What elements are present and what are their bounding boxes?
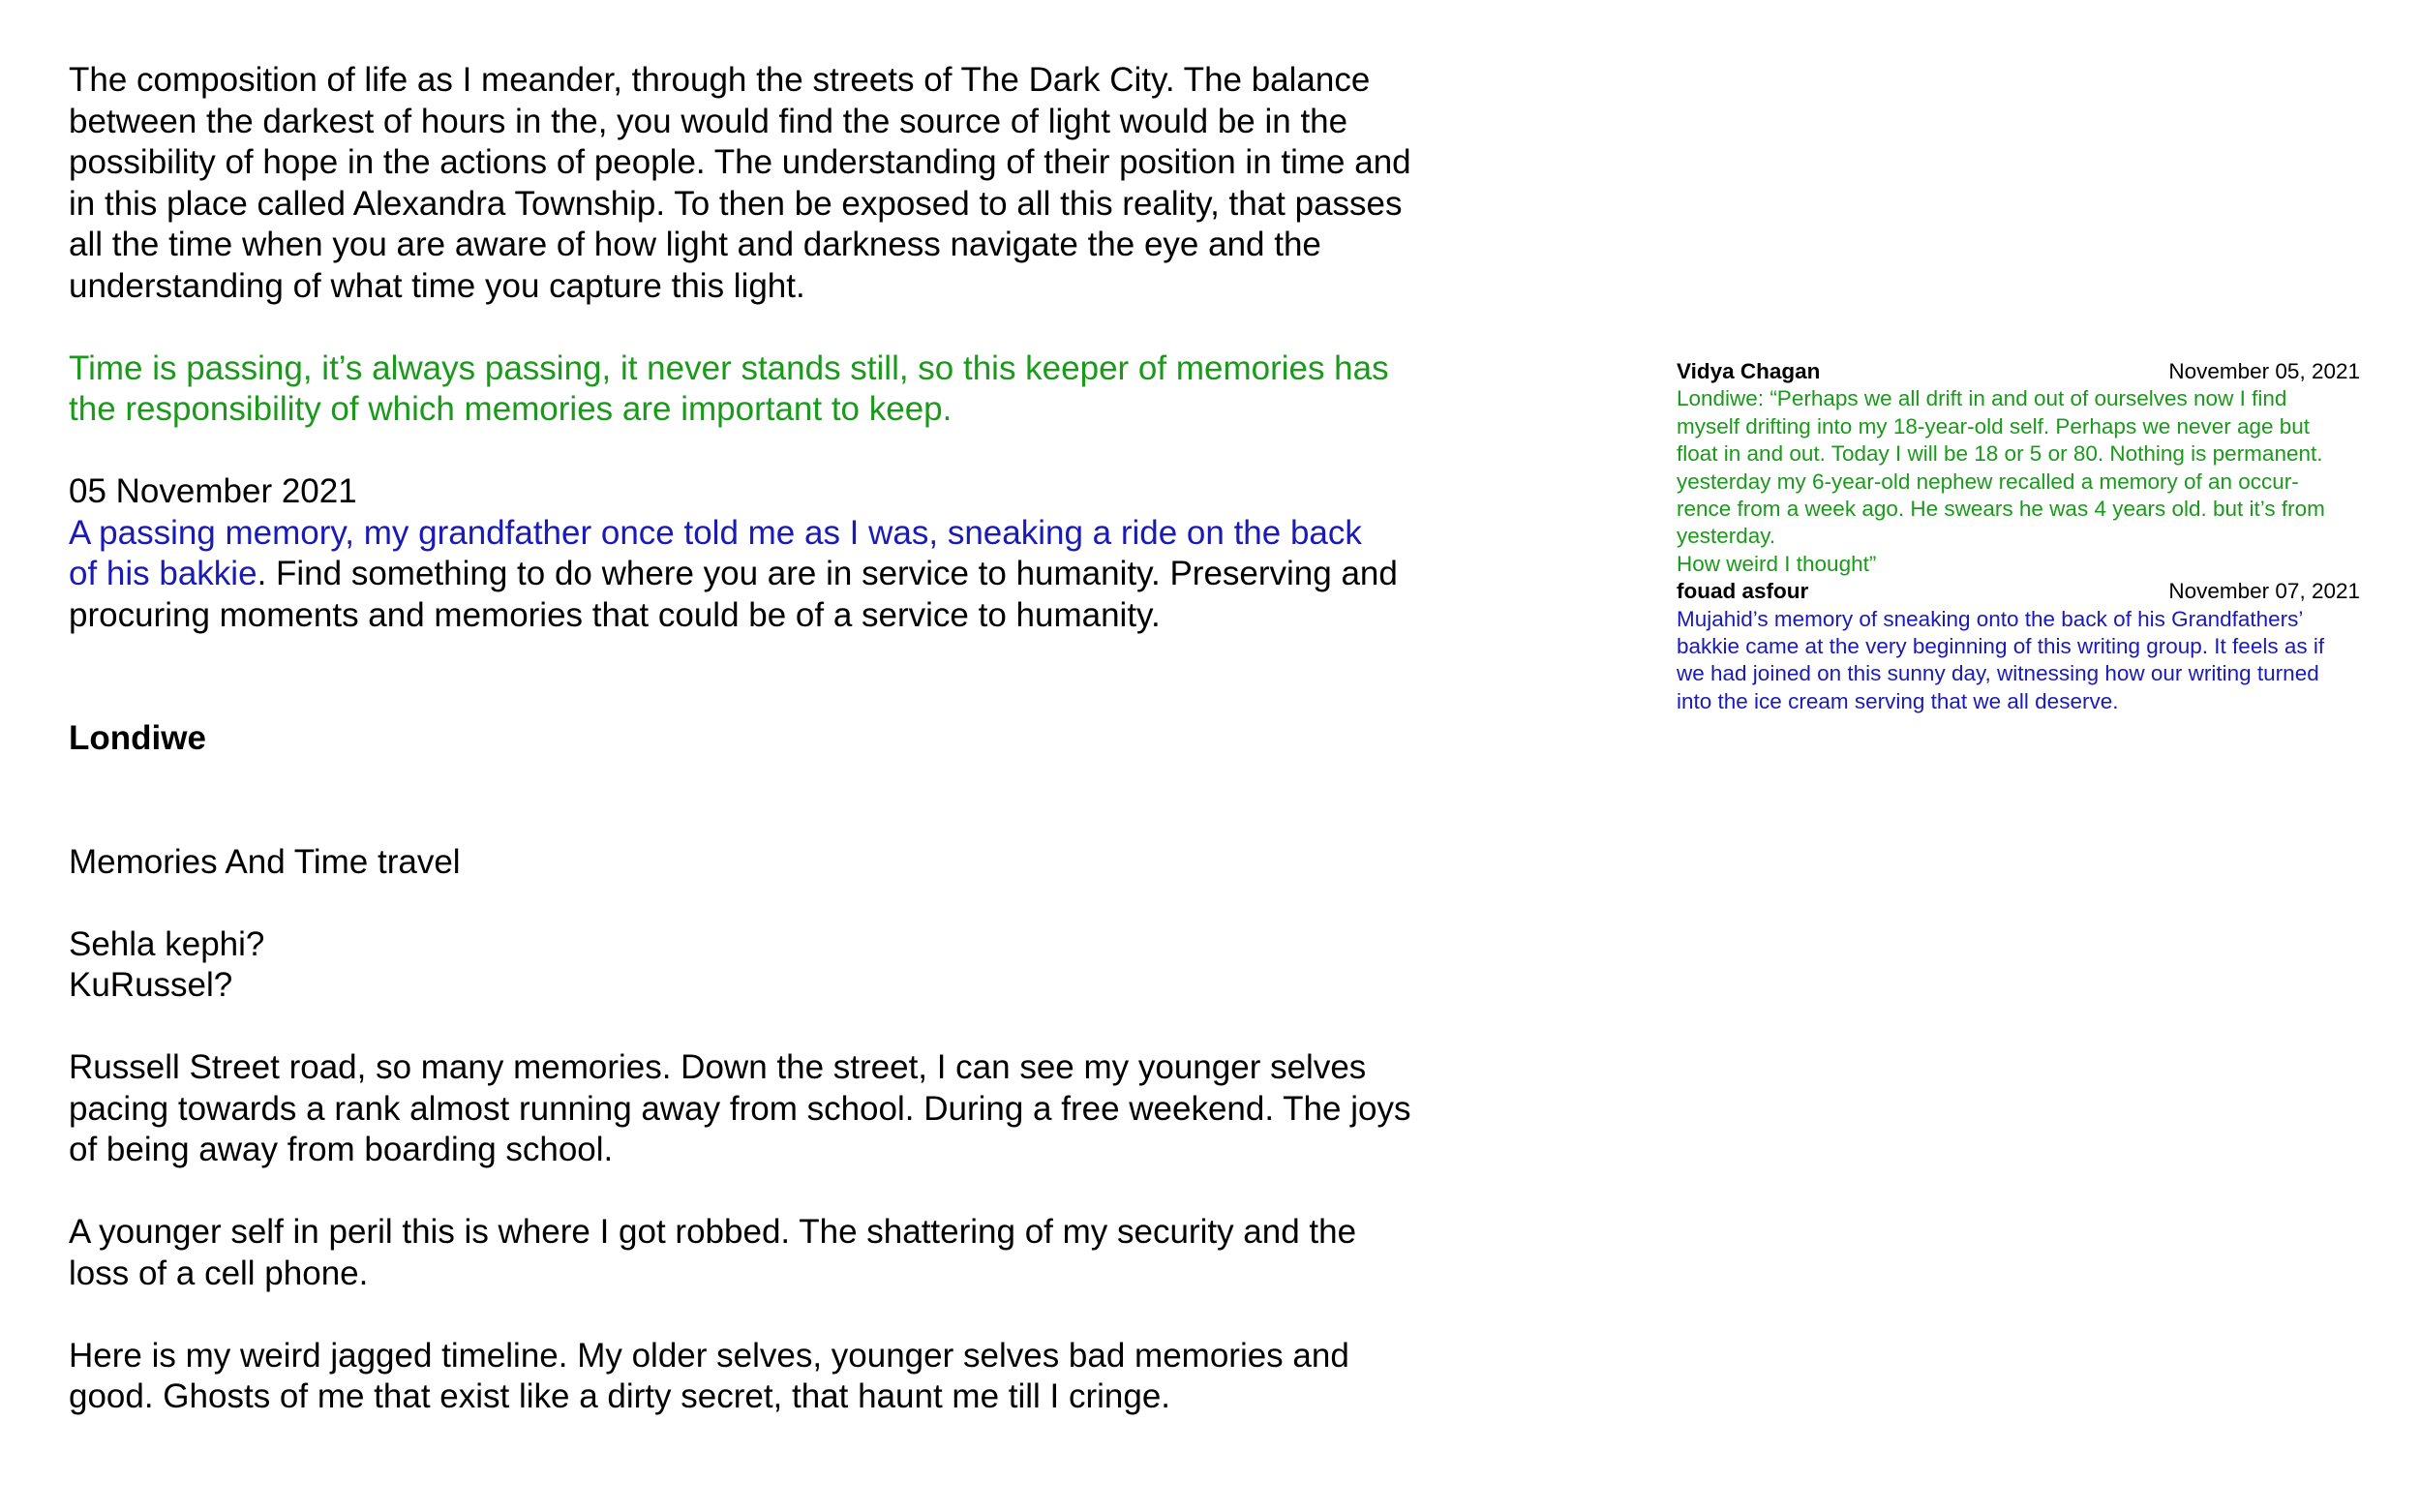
comment-body xyxy=(1677,385,2360,578)
text-line: understanding of what time you capture this light. xyxy=(69,266,805,305)
paragraph-dark-city xyxy=(69,60,1443,307)
comment-date: November 07, 2021 xyxy=(2168,579,2360,604)
memory-rest: . Find something to do where you are in service to humanity. Preserving and xyxy=(257,555,1398,592)
question-line: KuRussel? xyxy=(69,966,233,1004)
comment-line: How weird I thought” xyxy=(1677,551,1877,576)
document-body xyxy=(69,60,1443,1418)
paragraph-peril xyxy=(69,1212,1443,1294)
comment-author: fouad asfour xyxy=(1677,579,1809,604)
comment-line: we had joined on this sunny day, witnessing how our writing turned xyxy=(1677,661,2319,686)
memory-highlight[interactable]: of his bakkie xyxy=(69,555,257,592)
comment-line: Mujahid’s memory of sneaking onto the back of his Grandfathers’ xyxy=(1677,606,2304,631)
text-line: A younger self in peril this is where I got robbed. The shattering of my security and the xyxy=(69,1213,1357,1251)
blank-line xyxy=(69,678,1443,719)
comment-line: bakkie came at the very beginning of this writing group. It feels as if xyxy=(1677,634,2325,659)
comment-vidya-chagan[interactable] xyxy=(1677,358,2360,578)
question-line: Sehla kephi? xyxy=(69,924,265,963)
paragraph-memory xyxy=(69,471,1443,636)
author-heading: Londiwe xyxy=(69,719,206,757)
text-line: procuring moments and memories that could be of a service to humanity. xyxy=(69,595,1161,634)
section-title: Memories And Time travel xyxy=(69,842,461,881)
comment-line: Londiwe: “Perhaps we all drift in and out of ourselves now I find xyxy=(1677,386,2287,411)
text-line: Here is my weird jagged timeline. My older selves, younger selves bad memories and xyxy=(69,1336,1349,1375)
paragraph-time-passing-highlight[interactable] xyxy=(69,348,1443,431)
text-line: Time is passing, it’s always passing, it never stands still, so this keeper of memories has xyxy=(69,348,1389,387)
comment-header xyxy=(1677,358,2360,385)
memory-highlight[interactable]: A passing memory, my grandfather once told me as I was, sneaking a ride on the back xyxy=(69,513,1362,552)
comment-author: Vidya Chagan xyxy=(1677,359,1821,383)
date-line: 05 November 2021 xyxy=(69,472,357,510)
text-line: all the time when you are aware of how light and darkness navigate the eye and the xyxy=(69,226,1321,263)
comment-date: November 05, 2021 xyxy=(2168,359,2360,383)
comment-line: into the ice cream serving that we all deserve. xyxy=(1677,688,2119,713)
comment-header xyxy=(1677,578,2360,605)
text-line: loss of a cell phone. xyxy=(69,1254,369,1292)
comment-line: float in and out. Today I will be 18 or 5 or 80. Nothing is permanent. xyxy=(1677,441,2323,467)
text-line: possibility of hope in the actions of people. The understanding of their position in time and xyxy=(69,143,1411,181)
text-line: Russell Street road, so many memories. Down the street, I can see my younger selves xyxy=(69,1048,1367,1086)
comment-line: yesterday. xyxy=(1677,524,1776,549)
paragraph-russell-street xyxy=(69,1047,1443,1171)
text-line: of being away from boarding school. xyxy=(69,1131,614,1168)
paragraph-questions xyxy=(69,924,1443,1007)
comment-body xyxy=(1677,606,2360,716)
text-line: between the darkest of hours in the, you would find the source of light would be in the xyxy=(69,102,1348,140)
paragraph-timeline xyxy=(69,1336,1443,1418)
blank-line xyxy=(69,801,1443,842)
text-line: good. Ghosts of me that exist like a dirty secret, that haunt me till I cringe. xyxy=(69,1377,1171,1415)
comment-fouad-asfour[interactable] xyxy=(1677,578,2360,715)
comment-line: myself drifting into my 18-year-old self. Perhaps we never age but xyxy=(1677,413,2311,438)
text-line: in this place called Alexandra Township. To then be exposed to all this reality, that passes xyxy=(69,184,1403,223)
comment-line: yesterday my 6-year-old nephew recalled a memory of an occur- xyxy=(1677,469,2299,494)
text-line: pacing towards a rank almost running away from school. During a free weekend. The joys xyxy=(69,1089,1411,1128)
text-line: The composition of life as I meander, through the streets of The Dark City. The balance xyxy=(69,61,1371,99)
comment-line: rence from a week ago. He swears he was 4 years old. but it’s from xyxy=(1677,497,2325,522)
text-line xyxy=(69,554,1443,595)
text-line: the responsibility of which memories are important to keep. xyxy=(69,390,953,428)
comments-margin xyxy=(1677,358,2360,715)
